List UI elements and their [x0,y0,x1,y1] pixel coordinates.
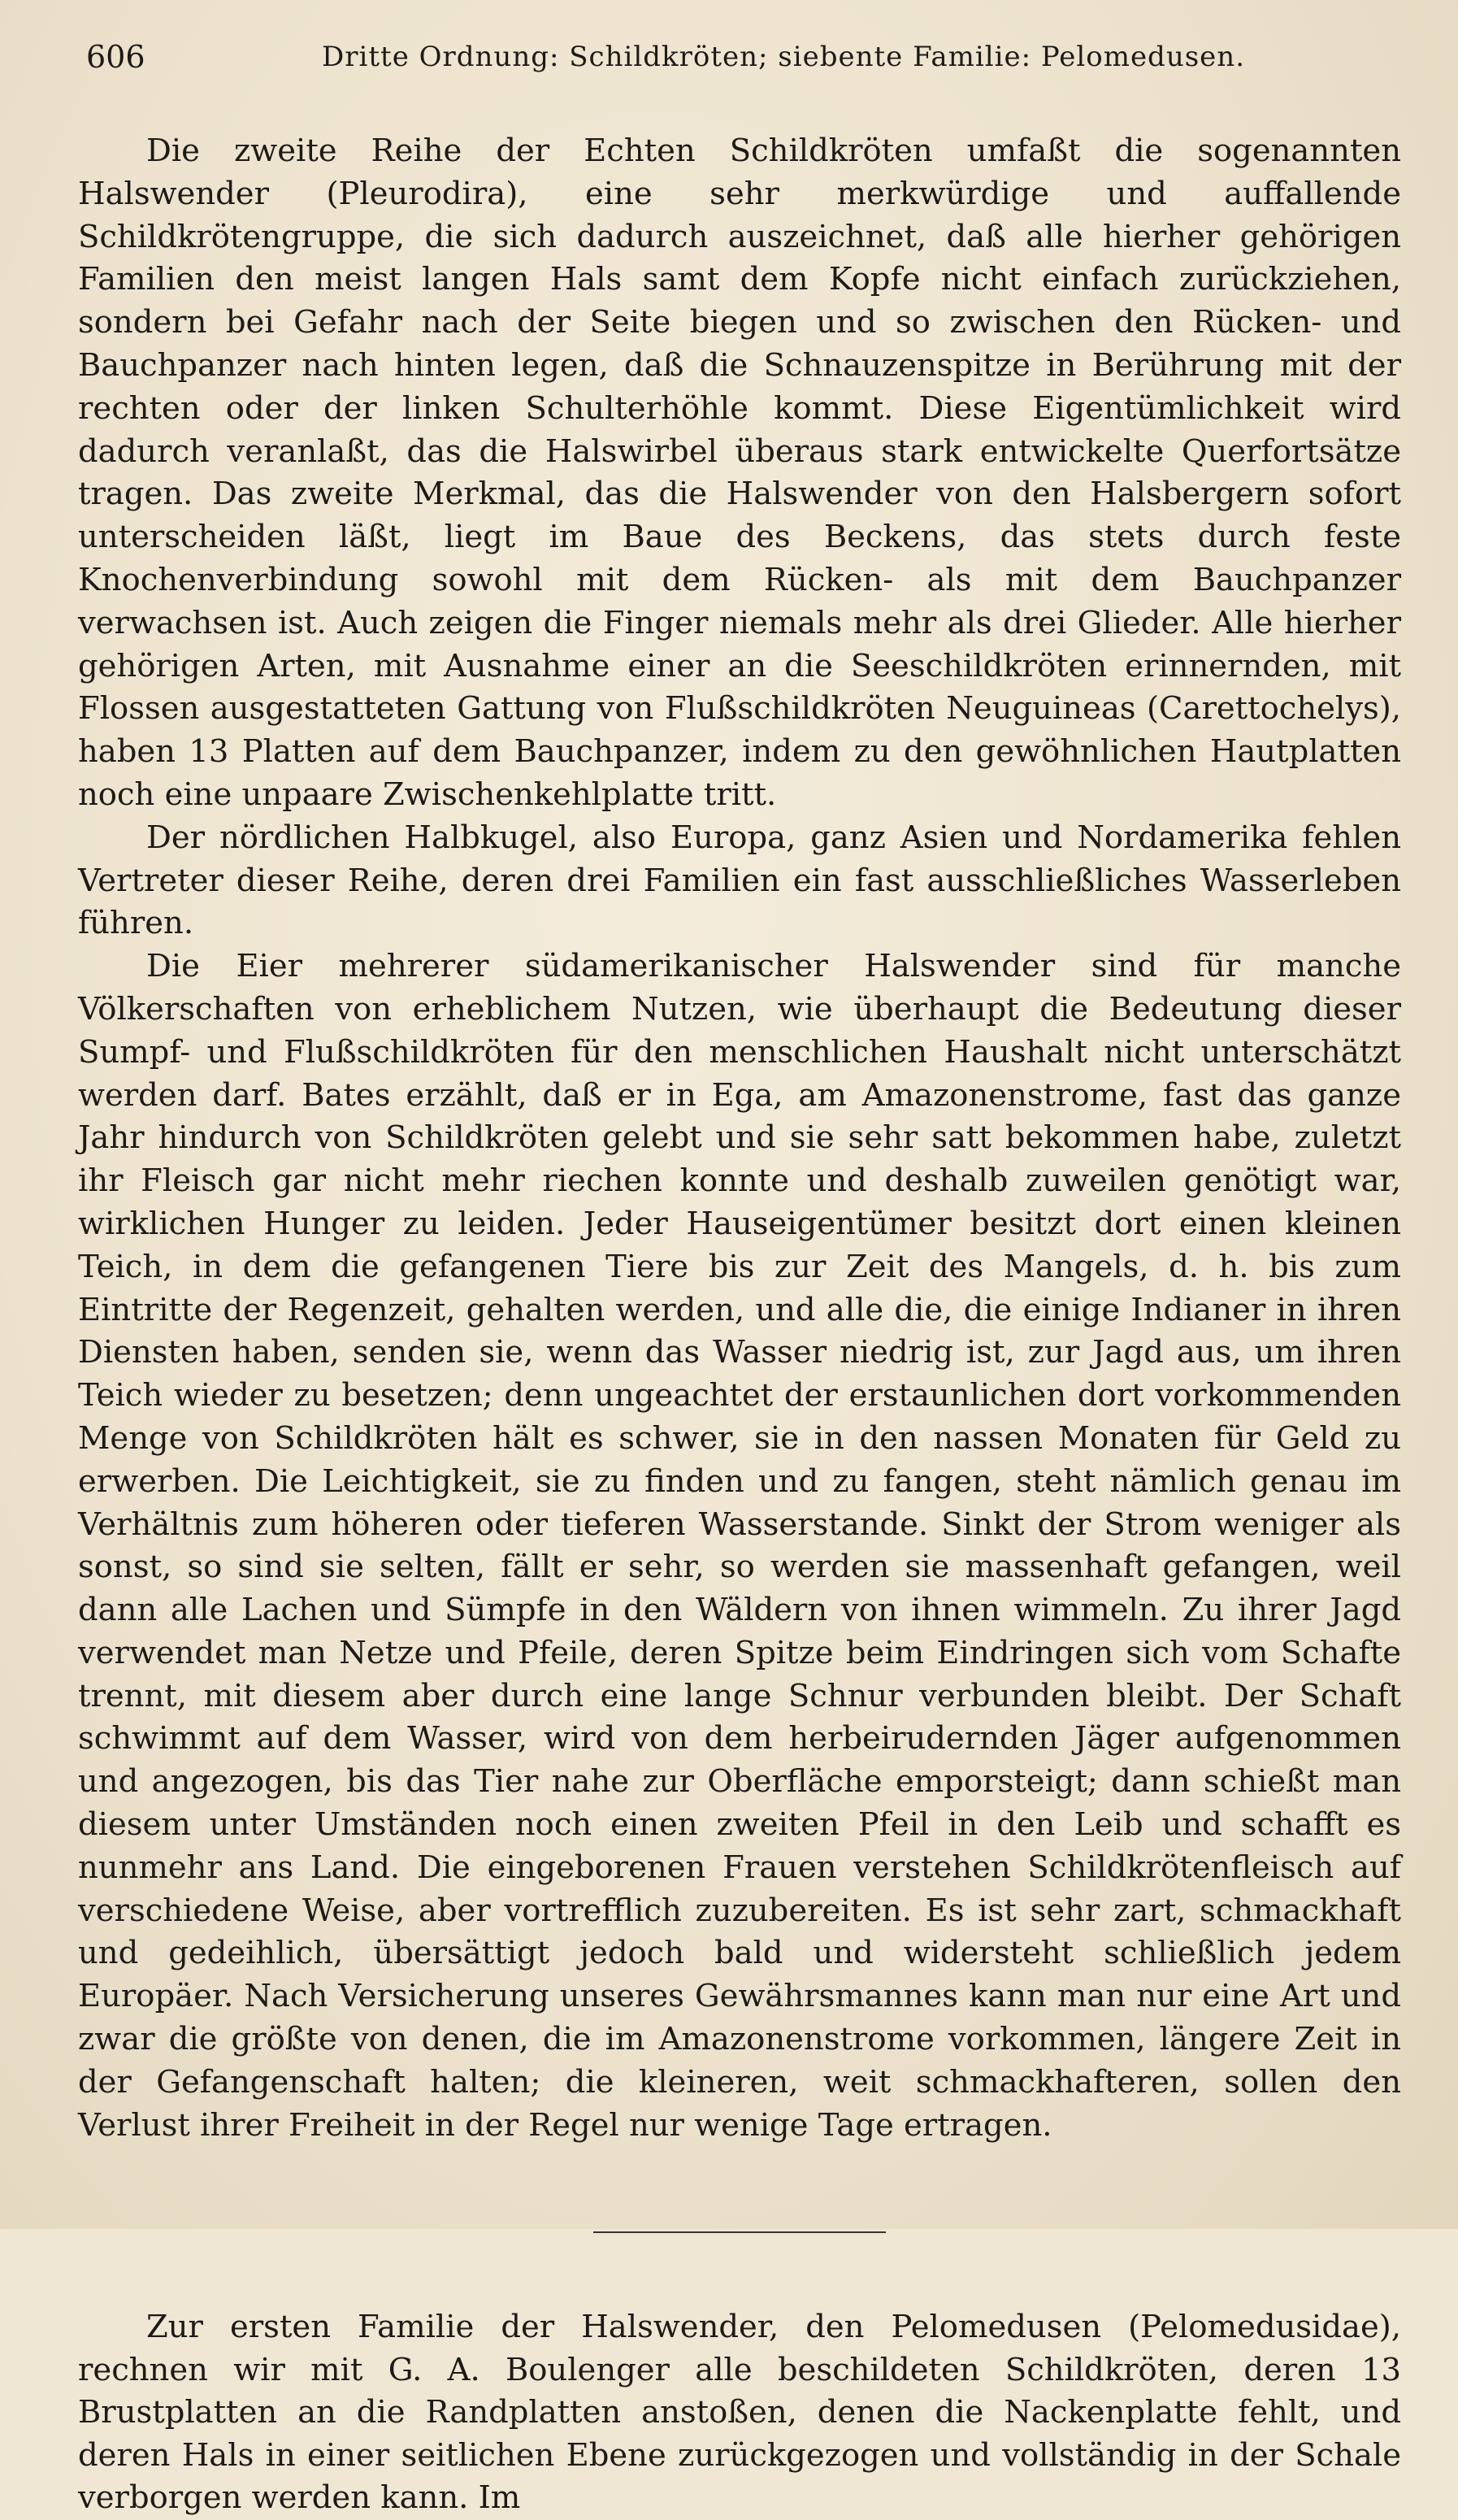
paragraph-pelomedusidae: Zur ersten Familie der Halswender, den Pelomedusen (Pelomedusidae), rechnen wir mit G. A. Boulenger alle beschildeten Schildkröten, deren 13 Brustplatten an die Randplatten anstoßen, denen die Nackenplatte fehlt, und deren Hals in einer seitlichen Ebene zurückgezogen und vollständig in der Schale verborgen werden kann. Im [78,2309,1401,2517]
paragraph-bates-account: Die Eier mehrerer südamerikanischer Halswender sind für manche Völkerschaften von erheblichem Nutzen, wie überhaupt die Bedeutung dieser Sumpf- und Flußschildkröten für den menschlichen Haushalt nicht unterschätzt werden darf. Bates erzählt, daß er in Ega, am Amazonenstrome, fast das ganze Jahr hindurch von Schildkröten gelebt und sie sehr satt bekommen habe, zuletzt ihr Fleisch gar nicht mehr riechen konnte und deshalb zuweilen genötigt war, wirklichen Hunger zu leiden. Jeder Hauseigentümer besitzt dort einen kleinen Teich, in dem die gefangenen Tiere bis zur Zeit des Mangels, d. h. bis zum Eintritte der Regenzeit, gehalten werden, und alle die, die einige Indianer in ihren Diensten haben, senden sie, wenn das Wasser niedrig ist, zur Jagd aus, um ihren Teich wieder zu besetzen; denn ungeachtet der erstaunlichen dort vorkommenden Menge von Schildkröten hält es schwer, sie in den nassen Monaten für Geld zu erwerben. Die Leichtigkeit, sie zu finden und zu fangen, steht nämlich genau im Verhältnis zum höheren oder tieferen Wasserstande. Sinkt der Strom weniger als sonst, so sind sie selten, fällt er sehr, so werden sie massenhaft gefangen, weil dann alle Lachen und Sümpfe in den Wäldern von ihnen wimmeln. Zu ihrer Jagd verwendet man Netze und Pfeile, deren Spitze beim Eindringen sich vom Schafte trennt, mit diesem aber durch eine lange Schnur verbunden bleibt. Der Schaft schwimmt auf dem Wasser, wird von dem herbeirudernden Jäger aufgenommen und angezogen, bis das Tier nahe zur Oberfläche emporsteigt; dann schießt man diesem unter Umständen noch einen zweiten Pfeil in den Leib und schafft es nunmehr ans Land. Die eingeborenen Frauen verstehen Schildkrötenfleisch auf verschiedene Weise, aber vortrefflich zuzubereiten. Es ist sehr zart, schmackhaft und gedeihlich, übersättigt jedoch bald und widersteht schließlich jedem Europäer. Nach Versicherung unseres Gewährsmannes kann man nur eine Art und zwar die größte von denen, die im Amazonenstrome vorkommen, längere Zeit in der Gefangenschaft halten; die kleineren, weit schmackhafteren, sollen den Verlust ihrer Freiheit in der Regel nur wenige Tage ertragen. [78,948,1401,2144]
section-pelomedusidae [78,2306,1401,2520]
paragraph-distribution: Der nördlichen Halbkugel, also Europa, ganz Asien und Nordamerika fehlen Vertreter dieser Reihe, deren drei Familien ein fast ausschließliches Wasserleben führen. [78,819,1401,942]
page-header [78,34,1401,83]
running-head: Dritte Ordnung: Schildkröten; siebente Familie: Pelomedusen. [322,41,1245,73]
paragraph-pleurodira: Die zweite Reihe der Echten Schildkröten umfaßt die sogenannten Halswender (Pleurodira), eine sehr merkwürdige und auffallende Schildkrötengruppe, die sich dadurch auszeichnet, daß alle hierher gehörigen Familien den meist langen Hals samt dem Kopfe nicht einfach zurückziehen, sondern bei Gefahr nach der Seite biegen und so zwischen den Rücken- und Bauchpanzer nach hinten legen, daß die Schnauzenspitze in Berührung mit der rechten oder der linken Schulterhöhle kommt. Diese Eigentümlichkeit wird dadurch veranlaßt, das die Halswirbel überaus stark entwickelte Querfortsätze tragen. Das zweite Merkmal, das die Halswender von den Halsbergern sofort unterscheiden läßt, liegt im Baue des Beckens, das stets durch feste Knochenverbindung sowohl mit dem Rücken- als mit dem Bauchpanzer verwachsen ist. Auch zeigen die Finger niemals mehr als drei Glieder. Alle hierher gehörigen Arten, mit Ausnahme einer an die Seeschildkröten erinnernden, mit Flossen ausgestatteten Gattung von Flußschildkröten Neuguineas (Carettochelys), haben 13 Platten auf dem Bauchpanzer, indem zu den gewöhnlichen Hautplatten noch eine unpaare Zwischenkehlplatte tritt. [78,133,1401,813]
main-text [78,130,1401,2147]
section-divider [593,2231,886,2233]
page-number: 606 [86,39,145,75]
